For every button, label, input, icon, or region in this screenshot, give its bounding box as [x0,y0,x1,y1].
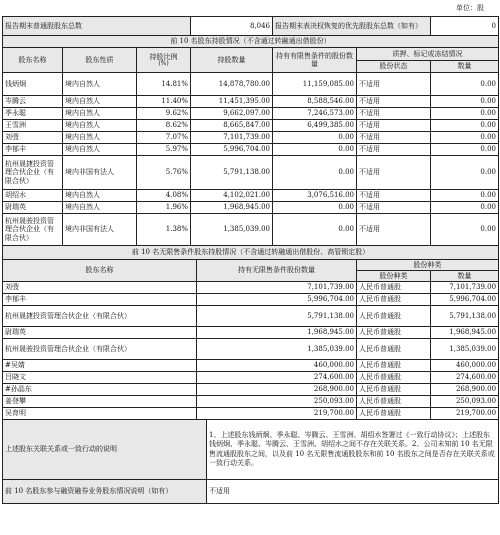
top10-body [3,73,499,246]
holder-count: 0.00 [431,120,499,132]
u-holder-name: 杭州晟捷投资管理合伙企业（有限合伙） [3,306,197,327]
u-holder-count: 250,093.00 [431,396,499,408]
u-col-qty-header: 持有无限售条件股份数量 [197,260,357,282]
holder-status: 不适用 [357,214,431,246]
holder-count: 0.00 [431,202,499,214]
margin-text: 不适用 [207,480,499,504]
holder-qty: 11,451,395.00 [191,96,273,108]
table-row [3,190,499,202]
holder-ratio: 1.96% [137,202,191,214]
u-holder-type: 人民币普通股 [357,372,431,384]
holder-status: 不适用 [357,108,431,120]
unit-label: 单位：股 [456,4,484,12]
u-holder-name: 李郁丰 [3,294,197,306]
col-ratio-label: 持股比例 [149,52,178,61]
unrestricted-title: 前 10 名无限售条件股东持股情况（不含通过转融通出借股份、高管锁定股） [3,246,499,260]
u-holder-name: 尉瑞英 [3,327,197,339]
holder-ratio: 8.62% [137,120,191,132]
col-nature-header: 股东性质 [63,48,137,73]
u-holder-count: 1,385,039.00 [431,339,499,360]
holder-nature: 境内自然人 [63,73,137,96]
holder-nature: 境内自然人 [63,190,137,202]
holder-name: 刘弢 [3,132,63,144]
u-holder-type: 人民币普通股 [357,306,431,327]
table-row [3,306,499,327]
table-row [3,73,499,96]
summary-row [3,17,499,36]
u-holder-type: 人民币普通股 [357,396,431,408]
u-holder-name: #孙晶东 [3,384,197,396]
holder-name: 王雪洲 [3,120,63,132]
common-holders-value: 8,046 [191,17,273,36]
u-holder-qty: 1,968,945.00 [197,327,357,339]
holder-restricted: 8,588,546.00 [273,96,357,108]
table-row [3,214,499,246]
table-row [3,132,499,144]
holder-restricted: 0.00 [273,144,357,156]
holder-qty: 1,385,039.00 [191,214,273,246]
top10-table [2,16,499,246]
u-holder-type: 人民币普通股 [357,282,431,294]
table-row [3,156,499,190]
table-row [3,339,499,360]
holder-count: 0.00 [431,108,499,120]
holder-restricted: 0.00 [273,156,357,190]
holder-qty: 14,878,780.00 [191,73,273,96]
holder-count: 0.00 [431,156,499,190]
holder-name: 尉瑞英 [3,202,63,214]
u-holder-count: 460,000.00 [431,360,499,372]
u-holder-name: 姜登攀 [3,396,197,408]
u-holder-qty: 7,101,739.00 [197,282,357,294]
u-holder-qty: 250,093.00 [197,396,357,408]
holder-count: 0.00 [431,190,499,202]
relation-text: 1、上述股东钱炳炯、季永聪、岑腾云、王雪洲、胡绍水签署过《一致行动协议》；上述股东钱炳炯、季永聪、岑腾云、王雪洲、胡绍水之间不存在关联关系。2、公司未知前 10 名无限售流通股股东之间，以及前 10 名无限售流通股股东和前 10 名股东之间是否存在关联关系或一致行动关系。 [207,420,499,480]
holder-count: 0.00 [431,132,499,144]
u-holder-type: 人民币普通股 [357,408,431,420]
holder-nature: 境内非国有法人 [63,156,137,190]
u-col-kind-header: 股份种类 [357,260,499,271]
u-holder-type: 人民币普通股 [357,294,431,306]
holder-status: 不适用 [357,144,431,156]
u-holder-count: 5,791,138.00 [431,306,499,327]
holder-nature: 境内自然人 [63,144,137,156]
holder-count: 0.00 [431,214,499,246]
holder-ratio: 4.08% [137,190,191,202]
common-holders-label: 报告期末普通股股东总数 [3,17,191,36]
col-status-header: 股份状态 [357,61,431,73]
table-row [3,144,499,156]
holder-qty: 9,662,097.00 [191,108,273,120]
holder-ratio: 1.38% [137,214,191,246]
relation-label: 上述股东关联关系或一致行动的说明 [3,420,207,480]
table-row [3,396,499,408]
holder-name: 季永聪 [3,108,63,120]
u-holder-qty: 219,700.00 [197,408,357,420]
margin-row [3,480,499,504]
holder-status: 不适用 [357,202,431,214]
u-holder-qty: 1,385,039.00 [197,339,357,360]
u-holder-qty: 5,996,704.00 [197,294,357,306]
u-col-kind-count-header: 数量 [431,271,499,282]
u-holder-qty: 460,000.00 [197,360,357,372]
u-col-kind-type-header: 股份种类 [357,271,431,282]
holder-ratio: 7.07% [137,132,191,144]
holder-qty: 1,968,945.00 [191,202,273,214]
holder-restricted: 0.00 [273,202,357,214]
u-holder-count: 268,900.00 [431,384,499,396]
table-row [3,327,499,339]
holder-count: 0.00 [431,96,499,108]
u-holder-name: 吴育明 [3,408,197,420]
unrestricted-header-row [3,260,499,271]
u-holder-count: 1,968,945.00 [431,327,499,339]
top10-header-row [3,48,499,61]
u-holder-qty: 5,791,138.00 [197,306,357,327]
pref-holders-value: 0 [431,17,499,36]
u-holder-type: 人民币普通股 [357,339,431,360]
holder-status: 不适用 [357,73,431,96]
holder-ratio: 9.62% [137,108,191,120]
table-row [3,294,499,306]
holder-qty: 5,996,704.00 [191,144,273,156]
table-row [3,372,499,384]
u-holder-qty: 268,900.00 [197,384,357,396]
holder-restricted: 3,076,516.00 [273,190,357,202]
top10-title: 前 10 名股东持股情况（不含通过转融通出借股份） [3,36,499,48]
holder-nature: 境内自然人 [63,108,137,120]
table-row [3,360,499,372]
holder-name: 钱炳炯 [3,73,63,96]
holder-nature: 境内非国有法人 [63,214,137,246]
holder-status: 不适用 [357,120,431,132]
u-holder-count: 219,700.00 [431,408,499,420]
u-holder-name: 杭州晟骏投资管理合伙企业（有限合伙） [3,339,197,360]
holder-name: 杭州晟捷投资管理合伙企业（有限合伙） [3,156,63,190]
notes-table [2,419,499,504]
col-count-header: 数量 [431,61,499,73]
col-restricted-header: 持有有限售条件的股份数量 [273,48,357,73]
holder-nature: 境内自然人 [63,132,137,144]
col-ratio-header [137,48,191,73]
u-holder-count: 5,996,704.00 [431,294,499,306]
u-holder-type: 人民币普通股 [357,327,431,339]
pref-holders-label: 报告期末表决权恢复的优先股股东总数（如有） [273,17,431,36]
table-row [3,408,499,420]
u-holder-name: #吴婧 [3,360,197,372]
holder-restricted: 0.00 [273,132,357,144]
holder-count: 0.00 [431,144,499,156]
unrestricted-body [3,282,499,420]
table-row [3,120,499,132]
holder-status: 不适用 [357,190,431,202]
holder-ratio: 11.40% [137,96,191,108]
holder-status: 不适用 [357,132,431,144]
holder-qty: 8,665,847.00 [191,120,273,132]
margin-label: 前 10 名股东参与融资融券业务股东情况说明（如有） [3,480,207,504]
u-holder-type: 人民币普通股 [357,360,431,372]
unrestricted-table [2,245,499,420]
table-row [3,202,499,214]
holder-nature: 境内自然人 [63,96,137,108]
holder-qty: 5,791,138.00 [191,156,273,190]
holder-status: 不适用 [357,156,431,190]
relation-row [3,420,499,480]
holder-restricted: 6,499,385.00 [273,120,357,132]
holder-restricted: 0.00 [273,214,357,246]
holder-ratio: 14.81% [137,73,191,96]
holder-ratio: 5.76% [137,156,191,190]
holder-name: 胡绍水 [3,190,63,202]
table-row [3,96,499,108]
table-row [3,282,499,294]
holder-name: 岑腾云 [3,96,63,108]
col-name-header: 股东名称 [3,48,63,73]
holder-nature: 境内自然人 [63,120,137,132]
holder-count: 0.00 [431,73,499,96]
holder-name: 杭州晟骏投资管理合伙企业（有限合伙） [3,214,63,246]
holder-restricted: 11,159,085.00 [273,73,357,96]
table-row [3,384,499,396]
u-holder-name: 吕晓文 [3,372,197,384]
u-holder-type: 人民币普通股 [357,384,431,396]
holder-status: 不适用 [357,96,431,108]
u-holder-count: 274,600.00 [431,372,499,384]
col-ratio-unit: (%) [158,59,169,67]
holder-qty: 7,101,739.00 [191,132,273,144]
u-holder-count: 7,101,739.00 [431,282,499,294]
holder-restricted: 7,246,573.00 [273,108,357,120]
holder-nature: 境内自然人 [63,202,137,214]
table-row [3,108,499,120]
holder-name: 李郁丰 [3,144,63,156]
holder-ratio: 5.97% [137,144,191,156]
u-holder-qty: 274,600.00 [197,372,357,384]
u-holder-name: 刘弢 [3,282,197,294]
col-pledge-header: 质押、标记或冻结情况 [357,48,499,61]
holder-qty: 4,102,021.00 [191,190,273,202]
u-col-name-header: 股东名称 [3,260,197,282]
col-qty-header: 持股数量 [191,48,273,73]
